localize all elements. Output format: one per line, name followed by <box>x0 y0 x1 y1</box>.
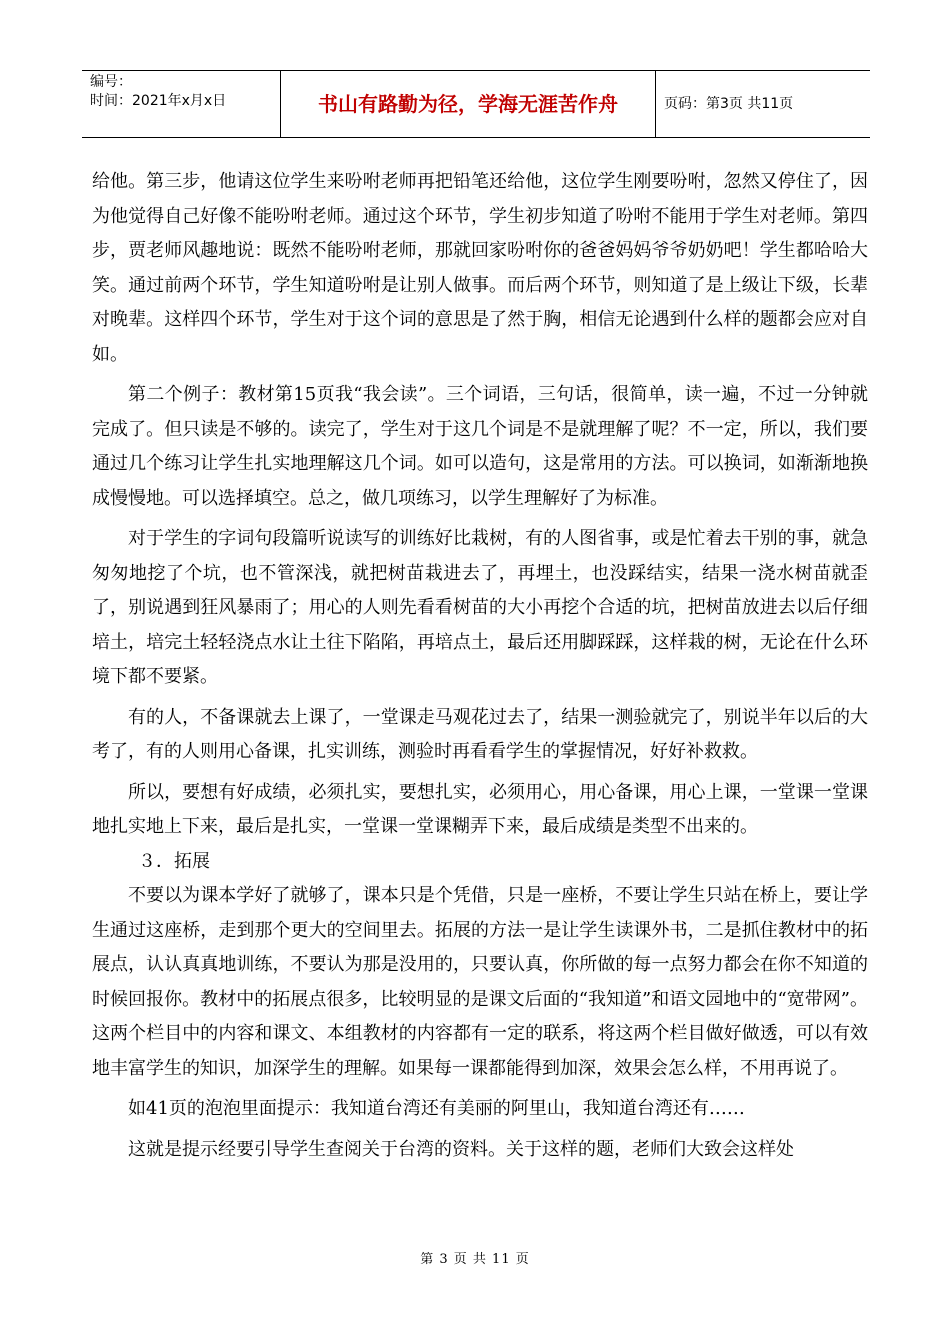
paragraph: 第二个例子：教材第15页我“我会读”。三个词语，三句话，很简单，读一遍，不过一分钟就完成了。但只读是不够的。读完了，学生对于这几个词是不是就理解了呢？不一定，所以，我们要通过几个练习让学生扎实地理解这几个词。如可以造句，这是常用的方法。可以换词，如渐渐地换成慢慢地。可以选择填空。总之，做几项练习，以学生理解好了为标准。 <box>92 384 868 509</box>
header-page-cell <box>656 71 870 137</box>
page-footer: 第 3 页 共 11 页 <box>420 1252 530 1267</box>
paragraph: 对于学生的字词句段篇听说读写的训练好比栽树，有的人图省事，或是忙着去干别的事，就急匆匆地挖了个坑，也不管深浅，就把树苗栽进去了，再埋土，也没踩结实，结果一浇水树苗就歪了，别说遇到狂风暴雨了；用心的人则先看看树苗的大小再挖个合适的坑，把树苗放进去以后仔细培土，培完土轻轻浇点水让土往下陷陷，再培点土，最后还用脚踩踩，这样栽的树，无论在什么环境下都不要紧。 <box>92 528 868 687</box>
paragraph: 有的人，不备课就去上课了，一堂课走马观花过去了，结果一测验就完了，别说半年以后的大考了，有的人则用心备课，扎实训练，测验时再看看学生的掌握情况，好好补救救。 <box>92 706 868 762</box>
paragraph: 这就是提示经要引导学生查阅关于台湾的资料。关于这样的题，老师们大致会这样处 <box>128 1138 794 1160</box>
document-number-label: 编号： <box>90 74 132 90</box>
paragraph: 不要以为课本学好了就够了，课本只是个凭借，只是一座桥，不要让学生只站在桥上，要让学生通过这座桥，走到那个更大的空间里去。拓展的方法一是让学生读课外书，二是抓住教材中的拓展点，认认真真地训练，不要认为那是没用的，只要认真，你所做的每一点努力都会在你不知道的时候回报你。教材中的拓展点很多，比较明显的是课文后面的“我知道”和语文园地中的“宽带网”。这两个栏目中的内容和课文、本组教材的内容都有一定的联系，将这两个栏目做好做透，可以有效地丰富学生的知识，加深学生的理解。如果每一课都能得到加深，效果会怎么样，不用再说了。 <box>92 885 868 1079</box>
page-header <box>82 70 870 138</box>
document-body <box>92 165 868 1167</box>
header-motto: 书山有路勤为径，学海无涯苦作舟 <box>318 92 618 116</box>
header-page-info: 页码：第3页 共11页 <box>664 96 794 112</box>
paragraph: 如41页的泡泡里面提示：我知道台湾还有美丽的阿里山，我知道台湾还有…… <box>128 1098 745 1119</box>
header-meta-cell <box>82 71 281 137</box>
paragraph: 给他。第三步，他请这位学生来吩咐老师再把铅笔还给他，这位学生刚要吩咐，忽然又停住了，因为他觉得自己好像不能吩咐老师。通过这个环节，学生初步知道了吩咐不能用于学生对老师。第四步，贾老师风趣地说：既然不能吩咐老师，那就回家吩咐你的爸爸妈妈爷爷奶奶吧！学生都哈哈大笑。通过前两个环节，学生知道吩咐是让别人做事。而后两个环节，则知道了是上级让下级，长辈对晚辈。这样四个环节，学生对于这个词的意思是了然于胸，相信无论遇到什么样的题都会应对自如。 <box>92 171 868 365</box>
paragraph: 所以，要想有好成绩，必须扎实，要想扎实，必须用心，用心备课，用心上课，一堂课一堂课地扎实地上下来，最后是扎实，一堂课一堂课糊弄下来，最后成绩是类型不出来的。 <box>92 781 868 837</box>
document-time-label: 时间：2021年x月x日 <box>90 93 227 109</box>
header-motto-cell <box>281 71 656 137</box>
section-heading: ３．拓展 <box>138 850 210 872</box>
